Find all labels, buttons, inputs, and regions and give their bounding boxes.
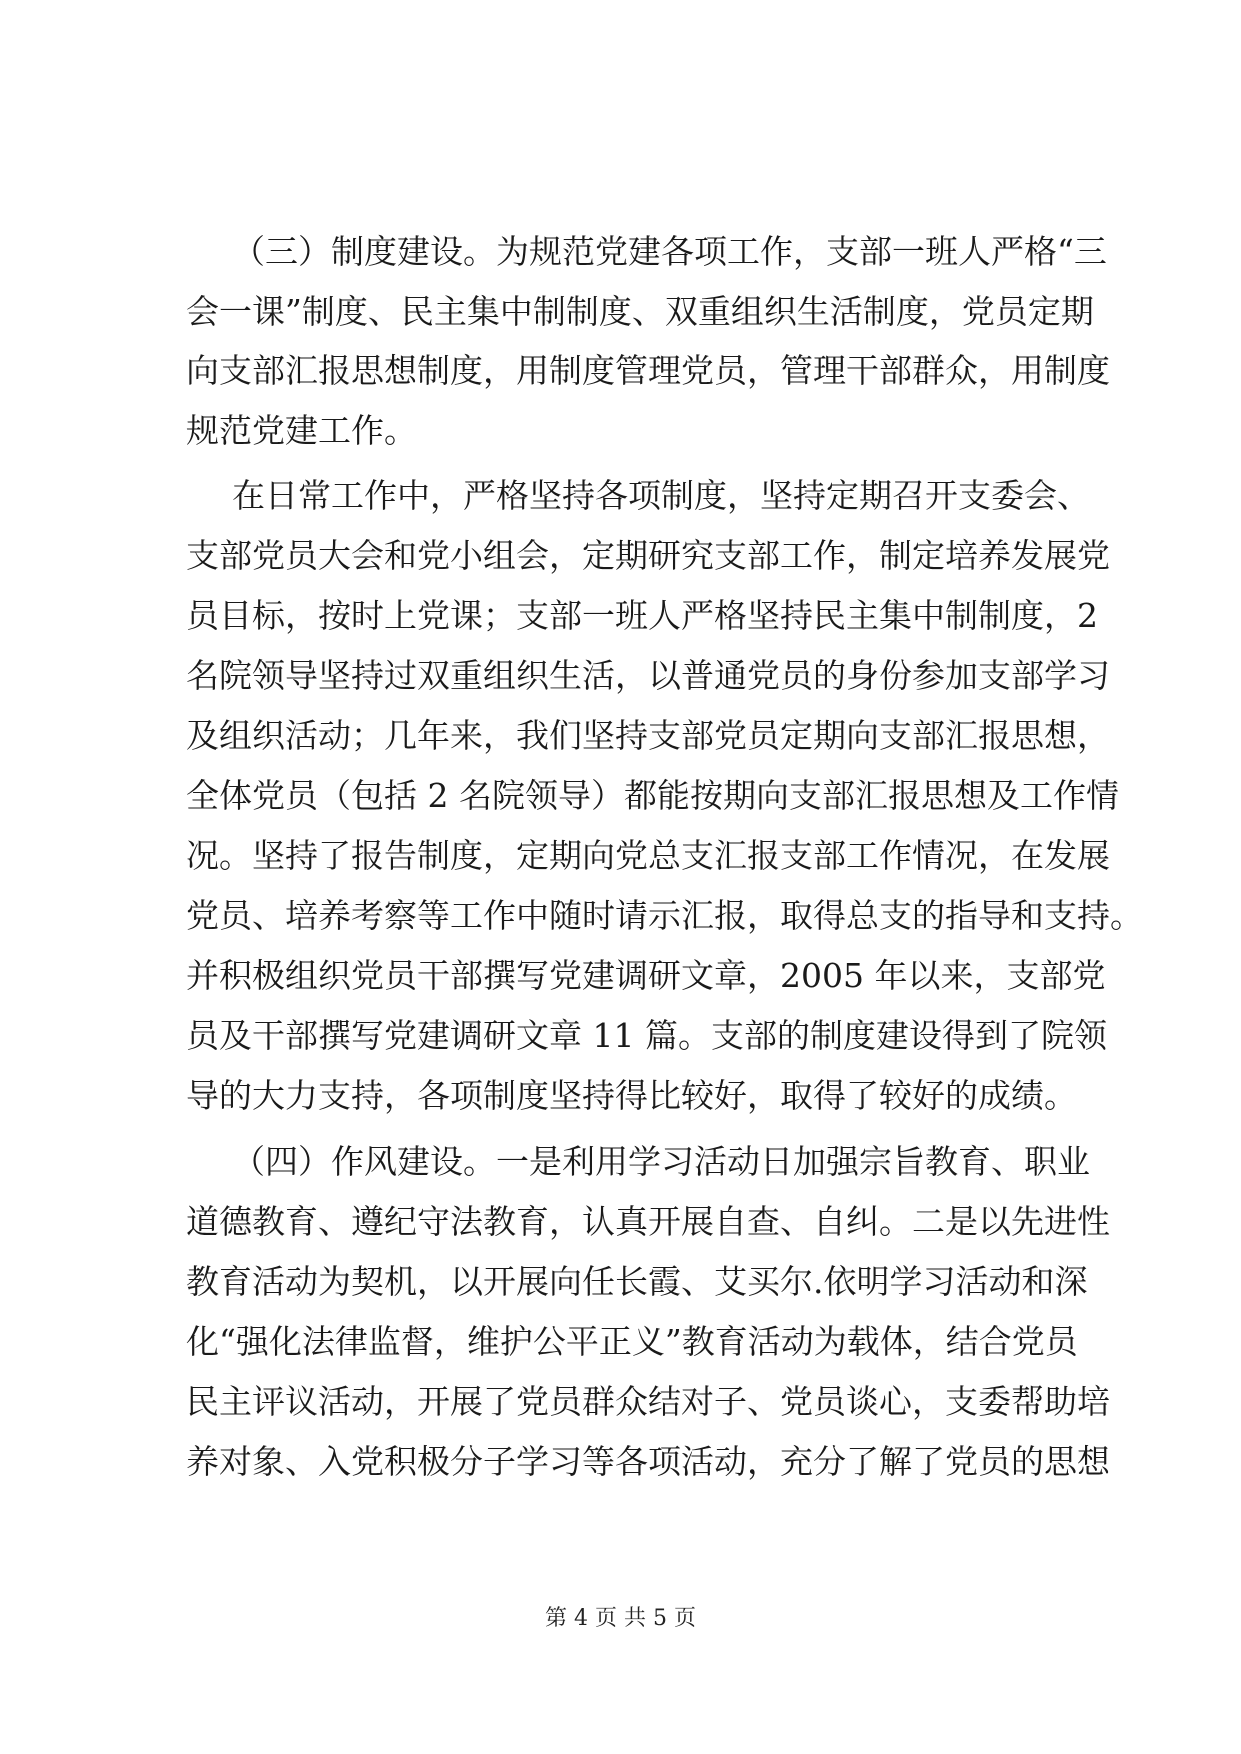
- paragraph-line: 道德教育、遵纪守法教育，认真开展自查、自纠。二是以先进性: [186, 1202, 1110, 1241]
- paragraph-line: 规范党建工作。: [186, 411, 417, 450]
- paragraph-line: 支部党员大会和党小组会，定期研究支部工作，制定培养发展党: [186, 536, 1110, 575]
- paragraph-line: 并积极组织党员干部撰写党建调研文章，2005 年以来，支部党: [186, 956, 1106, 995]
- paragraph-line: 养对象、入党积极分子学习等各项活动，充分了解了党员的思想: [186, 1442, 1110, 1481]
- paragraph-line: 化“强化法律监督，维护公平正义”教育活动为载体，结合党员: [186, 1322, 1078, 1361]
- paragraph-line: 在日常工作中，严格坚持各项制度，坚持定期召开支委会、: [232, 476, 1090, 515]
- paragraph-line: 名院领导坚持过双重组织生活，以普通党员的身份参加支部学习: [186, 656, 1110, 695]
- paragraph-line: 全体党员（包括 2 名院领导）都能按期向支部汇报思想及工作情: [186, 776, 1119, 815]
- paragraph-line: 员目标，按时上党课；支部一班人严格坚持民主集中制制度，2: [186, 596, 1098, 635]
- paragraph-line: 况。坚持了报告制度，定期向党总支汇报支部工作情况，在发展: [186, 836, 1110, 875]
- page-number-footer: 第 4 页 共 5 页: [545, 1606, 696, 1631]
- paragraph-line: 向支部汇报思想制度，用制度管理党员，管理干部群众，用制度: [186, 351, 1110, 390]
- paragraph-line: 员及干部撰写党建调研文章 11 篇。支部的制度建设得到了院领: [186, 1016, 1107, 1055]
- paragraph-line: 教育活动为契机，以开展向任长霞、艾买尔.依明学习活动和深: [186, 1262, 1088, 1301]
- paragraph-line: 导的大力支持，各项制度坚持得比较好，取得了较好的成绩。: [186, 1076, 1077, 1115]
- paragraph-line: 及组织活动；几年来，我们坚持支部党员定期向支部汇报思想，: [186, 716, 1110, 755]
- paragraph-line: （四）作风建设。一是利用学习活动日加强宗旨教育、职业: [232, 1142, 1090, 1181]
- paragraph-line: 会一课”制度、民主集中制制度、双重组织生活制度，党员定期: [186, 292, 1094, 331]
- paragraph-line: 党员、培养考察等工作中随时请示汇报，取得总支的指导和支持。: [186, 896, 1143, 935]
- paragraph-line: 民主评议活动，开展了党员群众结对子、党员谈心，支委帮助培: [186, 1382, 1110, 1421]
- paragraph-line: （三）制度建设。为规范党建各项工作，支部一班人严格“三: [232, 232, 1107, 271]
